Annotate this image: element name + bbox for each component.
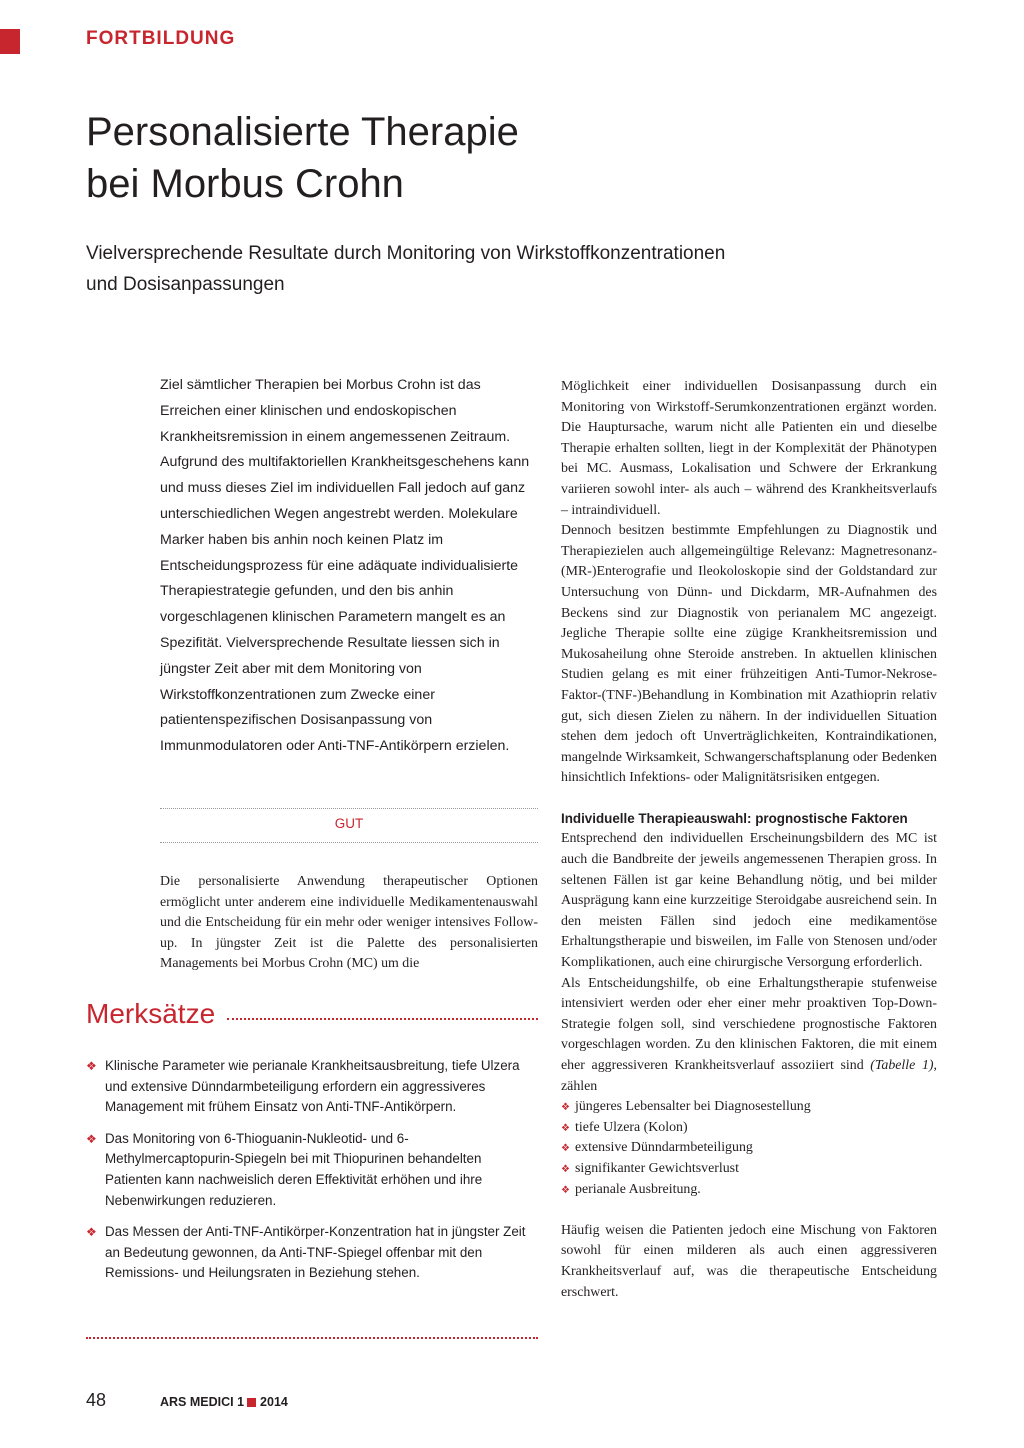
diamond-bullet-icon: ❖ (86, 1225, 97, 1240)
table-reference: (Tabelle 1) (870, 1058, 934, 1073)
diamond-bullet-icon: ❖ (561, 1184, 570, 1196)
body-paragraph-5: Häufig weisen die Patienten jedoch eine Mischung von Faktoren sowohl für einen milderen als auch einen aggressiveren Krankheitsverlauf auf, was die therapeutische Entscheidung erschwert. (561, 1222, 937, 1300)
factor-item (561, 1118, 937, 1139)
square-separator-icon (247, 1398, 256, 1407)
merksatz-text: Das Monitoring von 6-Thioguanin-Nukleotid- und 6-Methylmercaptopurin-Spiegeln bei mit Thiopurinen behandelten Patienten kann nachweislich deren Effektivität erhöhen und ihre Nebenwirkungen reduzieren. (105, 1130, 483, 1208)
section-subheading: Individuelle Therapieauswahl: prognostische Faktoren (561, 810, 908, 826)
article-subtitle (86, 238, 946, 300)
merksatz-item (86, 1222, 538, 1284)
merksatz-text: Klinische Parameter wie perianale Krankheitsausbreitung, tiefe Ulzera und extensive Dünndarmbeteiligung erfordern ein aggressiveres Management mit frühem Einsatz von Anti-TNF-Antikörpern. (105, 1058, 520, 1115)
factor-item (561, 1097, 937, 1118)
author-divider-bottom (160, 842, 538, 843)
journal-year: 2014 (260, 1395, 288, 1409)
merksaetze-list (86, 1056, 538, 1295)
title-line-2: bei Morbus Crohn (86, 162, 404, 206)
page-number: 48 (86, 1390, 107, 1410)
diamond-bullet-icon: ❖ (86, 1059, 97, 1073)
journal-info (160, 1395, 288, 1409)
section-label: FORTBILDUNG (86, 28, 236, 49)
merksaetze-heading (86, 996, 538, 1032)
merksatz-text: Das Messen der Anti-TNF-Antikörper-Konzentration hat in jüngster Zeit an Bedeutung gewonnen, da Anti-TNF-Spiegel offenbar mit den Remissions- und Heilungsraten in Beziehung stehen. (105, 1224, 526, 1281)
paragraph-4-tail: , zählen (561, 1058, 937, 1094)
paragraph-4-text: Als Entscheidungshilfe, ob eine Erhaltungstherapie stufenweise intensiviert werden oder eher einer mehr proaktiven Top-Down-Strategie folgen soll, sind verschiedene prognostische Faktoren vorgeschlagen worden. Zu den klinischen Faktoren, die mit einem eher aggressiveren Krankheitsverlauf assoziiert sind (561, 975, 937, 1073)
author-name: GUT (334, 816, 364, 831)
body-paragraph-1: Möglichkeit einer individuellen Dosisanpassung durch ein Monitoring von Wirkstoff-Serumkonzentrationen ergänzt worden. Die Hauptursache, warum nicht alle Patienten ein und dieselbe Therapie erhalten sollten, liegt in der Komplexität der Phänotypen bei MC. Ausmass, Lokalisation und Schwere der Erkrankung variieren sowohl inter- als auch – während des Krankheitsverlaufs – intraindividuell. (561, 379, 937, 518)
factor-text: tiefe Ulzera (Kolon) (575, 1119, 688, 1135)
author-divider-top (160, 808, 538, 809)
diamond-bullet-icon: ❖ (561, 1122, 570, 1134)
body-paragraph-2: Dennoch besitzen bestimmte Empfehlungen zu Diagnostik und Therapiezielen auch allgemeingültige Relevanz: Magnetresonanz-(MR-)Enterografie und Ileokoloskopie sind der Goldstandard zur Untersuchung von Dünn- und Dickdarm, MR-Aufnahmen des Beckens sind zur Diagnostik von perianalem MC angezeigt. Jegliche Therapie sollte eine zügige Krankheitsremission und Mukosaheilung ohne Steroide anstreben. In aktuellen klinischen Studien gelang es mit einer frühzeitigen Anti-Tumor-Nekrose-Faktor-(TNF-)Behandlung in Kombination mit Azathioprin relativ gut, sich diesen Zielen zu nähern. In der individuellen Situation stehen dem jedoch oft Unverträglichkeiten, Kontraindikationen, mangelnde Wirksamkeit, Schwangerschaftsplanung oder Bedenken hinsichtlich Infektions- oder Malignitätsrisiken entgegen. (561, 523, 937, 786)
prognostic-factor-list (561, 1097, 937, 1200)
factor-text: signifikanter Gewichtsverlust (575, 1160, 739, 1176)
factor-item (561, 1180, 937, 1201)
journal-name: ARS MEDICI 1 (160, 1395, 245, 1409)
merksatz-item (86, 1056, 538, 1118)
factor-text: perianale Ausbreitung. (575, 1181, 701, 1197)
factor-text: extensive Dünndarmbeteiligung (575, 1140, 753, 1156)
heading-dotted-rule (227, 1018, 538, 1020)
title-line-1: Personalisierte Therapie (86, 110, 519, 154)
section-marker (0, 29, 20, 54)
merksaetze-bottom-rule (86, 1337, 538, 1339)
factor-item (561, 1159, 937, 1180)
body-paragraph-4 (561, 974, 937, 1098)
factor-item (561, 1138, 937, 1159)
diamond-bullet-icon: ❖ (561, 1163, 570, 1175)
right-column (561, 377, 937, 1303)
body-paragraph-3: Entsprechend den individuellen Erscheinungsbildern des MC ist auch die Bandbreite der jeweils angemessenen Therapien gross. In seltenen Fällen ist gar keine Behandlung nötig, und bei milder Ausprägung kann eine kurzzeitige Steroidgabe ausreichend sein. In den meisten Fällen sind jedoch eine medikamentöse Erhaltungstherapie und bisweilen, im Falle von Stenosen und/oder Komplikationen, auch eine chirurgische Versorgung erforderlich. (561, 831, 937, 971)
subtitle-line-1: Vielversprechende Resultate durch Monitoring von Wirkstoffkonzentrationen (86, 243, 726, 264)
lead-paragraph: Ziel sämtlicher Therapien bei Morbus Crohn ist das Erreichen einer klinischen und endoskopischen Krankheitsremission in einem angemessenen Zeitraum. Aufgrund des multifaktoriellen Krankheitsgeschehens kann und muss dieses Ziel im individuellen Fall jedoch auf ganz unterschiedlichen Wegen angestrebt werden. Molekulare Marker haben bis anhin noch keinen Platz im Entscheidungsprozess für eine adäquate individualisierte Therapiestrategie gefunden, und den bis anhin vorgeschlagenen klinischen Parametern mangelt es an Spezifität. Vielversprechende Resultate liessen sich in jüngster Zeit aber mit dem Monitoring von Wirkstoffkonzentrationen zum Zwecke einer patientenspezifischen Dosisanpassung von Immunmodulatoren oder Anti-TNF-Antikörpern erzielen. (160, 377, 530, 755)
merksatz-item (86, 1129, 538, 1211)
factor-text: jüngeres Lebensalter bei Diagnosestellung (575, 1099, 811, 1115)
merksaetze-heading-text: Merksätze (86, 998, 216, 1029)
article-title (86, 106, 886, 210)
diamond-bullet-icon: ❖ (86, 1131, 97, 1146)
intro-paragraph: Die personalisierte Anwendung therapeutischer Optionen ermöglicht unter anderem eine individuelle Medikamentenauswahl und die Entscheidung für ein mehr oder weniger intensives Follow-up. In jüngster Zeit ist die Palette des personalisierten Managements bei Morbus Crohn (MC) um die (160, 874, 538, 972)
diamond-bullet-icon: ❖ (561, 1143, 570, 1155)
diamond-bullet-icon: ❖ (561, 1102, 570, 1114)
subtitle-line-2: und Dosisanpassungen (86, 274, 285, 295)
